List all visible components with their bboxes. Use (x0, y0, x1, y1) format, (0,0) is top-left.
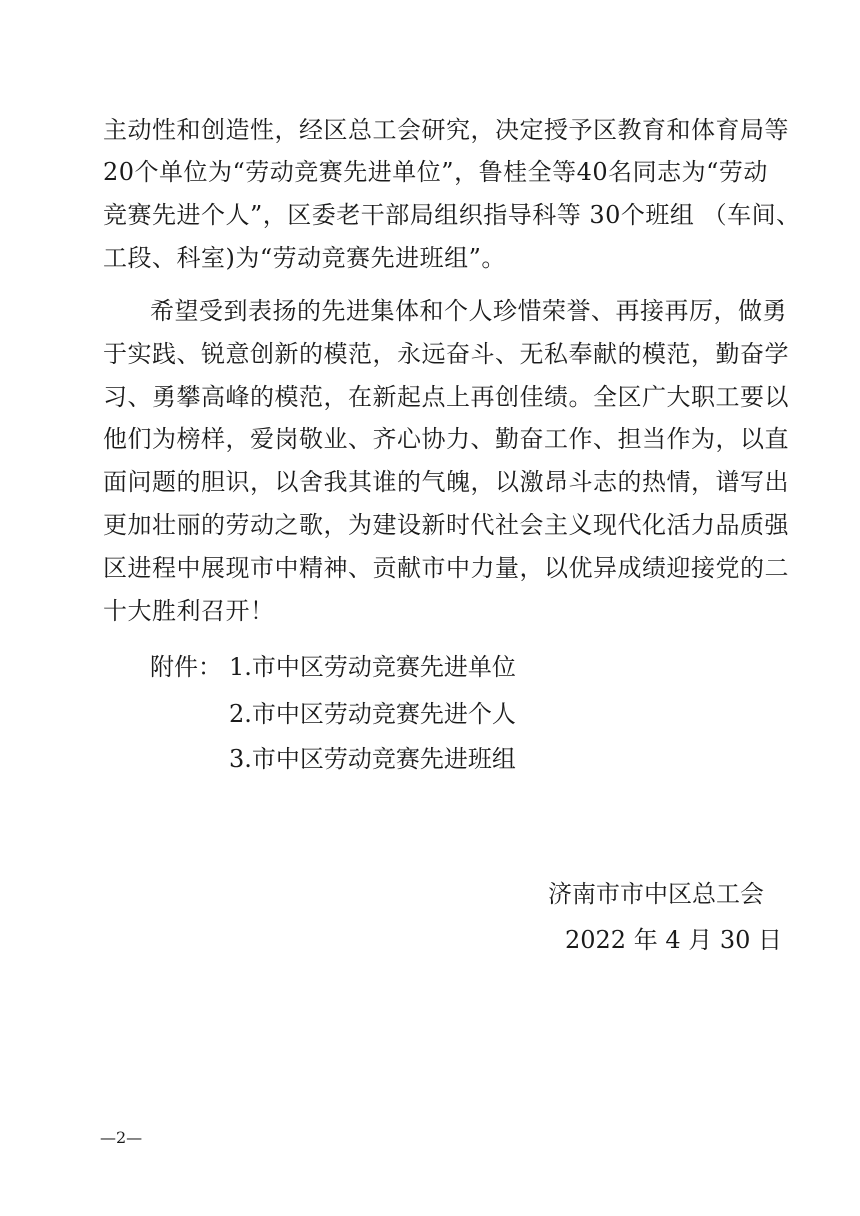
paragraph-2-line-1: 希望受到表扬的先进集体和个人珍惜荣誉、再接再厉，做勇 (150, 297, 787, 325)
signature-date: 2022 年 4 月 30 日 (565, 926, 783, 954)
paragraph-2-line-6: 更加壮丽的劳动之歌，为建设新时代社会主义现代化活力品质强 (103, 511, 789, 539)
paragraph-2-line-3: 习、勇攀高峰的模范，在新起点上再创佳绩。全区广大职工要以 (103, 383, 789, 411)
signature-organization: 济南市市中区总工会 (548, 880, 764, 908)
page-number: —2— (100, 1128, 143, 1147)
paragraph-2-line-4: 他们为榜样，爱岗敬业、齐心协力、勤奋工作、担当作为，以直 (103, 425, 789, 453)
attachments-label: 附件： (150, 653, 222, 681)
paragraph-2-line-5: 面问题的胆识，以舍我其谁的气魄，以激昂斗志的热情，谱写出 (103, 468, 789, 496)
attachment-item-1: 1.市中区劳动竞赛先进单位 (229, 653, 516, 681)
paragraph-2-line-8: 十大胜利召开！ (103, 597, 275, 625)
paragraph-2-line-2: 于实践、锐意创新的模范，永远奋斗、无私奉献的模范，勤奋学 (103, 340, 789, 368)
attachment-item-2: 2.市中区劳动竞赛先进个人 (229, 700, 516, 728)
attachment-item-3: 3.市中区劳动竞赛先进班组 (229, 745, 516, 773)
paragraph-2-line-7: 区进程中展现市中精神、贡献市中力量，以优异成绩迎接党的二 (103, 554, 789, 582)
paragraph-1-line-2: 20个单位为“劳动竞赛先进单位”，鲁桂全等40名同志为“劳动 (103, 158, 768, 186)
paragraph-1-line-1: 主动性和创造性，经区总工会研究，决定授予区教育和体育局等 (103, 116, 789, 144)
paragraph-1-line-4: 工段、科室)为“劳动竞赛先进班组”。 (103, 244, 506, 272)
paragraph-1-line-3: 竞赛先进个人”，区委老干部局组织指导科等 30个班组 （车间、 (103, 201, 801, 229)
